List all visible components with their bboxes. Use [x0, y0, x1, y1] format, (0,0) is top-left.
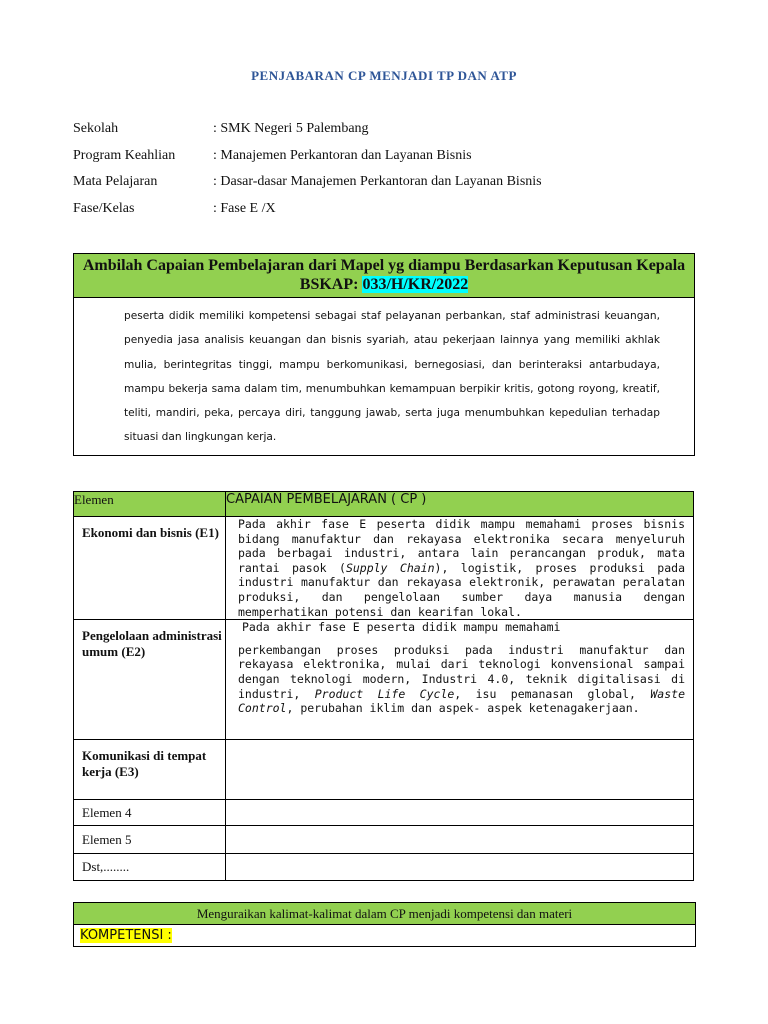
table-row — [74, 620, 694, 740]
info-row-mapel — [73, 174, 542, 201]
cp-text-empty — [226, 800, 694, 826]
bskap-code: 033/H/KR/2022 — [362, 276, 469, 293]
element-name: Ekonomi dan bisnis (E1) — [74, 517, 226, 620]
kompetensi-label: KOMPETENSI : — [80, 928, 172, 943]
table-row — [74, 854, 694, 881]
info-row-program — [73, 148, 542, 175]
cp-source-heading — [74, 254, 694, 298]
document-title: PENJABARAN CP MENJADI TP DAN ATP — [251, 68, 517, 83]
info-value: : Fase E /X — [213, 200, 276, 216]
cp-text — [226, 517, 694, 620]
table-row — [74, 826, 694, 854]
cp-source-body: peserta didik memiliki kompetensi sebagai staf pelayanan perbankan, staf administrasi keuangan, penyedia jasa analisis keuangan dan bisnis syariah, atau pekerjaan lainnya yang memiliki akhlak mulia, berintegritas tinggi, mampu berkomunikasi, bernegosiasi, dan berinteraksi antarbudaya, mampu bekerja sama dalam tim, menumbuhkan kemampuan berpikir kritis, gotong royong, kreatif, teliti, mandiri, peka, percaya diri, tanggung jawab, serta juga menumbuhkan kepedulian terhadap situasi dan lingkungan kerja. — [124, 310, 660, 444]
cp-text-empty — [226, 826, 694, 854]
info-value: : SMK Negeri 5 Palembang — [213, 121, 369, 136]
table-row — [74, 517, 694, 620]
cp-text-part: Pada akhir fase E peserta didik mampu memahami proses bisnis bidang manufaktur dan rekayasa elektronika secara menyeluruh pada berbagai industri, antara lain perancangan produk, mata rantai pasok ( — [238, 517, 685, 575]
kompetensi-heading: Menguraikan kalimat-kalimat dalam CP menjadi kompetensi dan materi — [74, 903, 695, 925]
element-name: Komunikasi di tempat kerja (E3) — [74, 740, 226, 800]
info-row-fase — [73, 201, 542, 228]
kompetensi-row — [74, 925, 695, 946]
cp-text-italic: Supply Chain — [345, 560, 435, 575]
cp-text — [226, 620, 694, 740]
cp-table-header — [74, 492, 694, 517]
info-row-sekolah — [73, 121, 542, 148]
info-label: Mata Pelajaran — [73, 174, 158, 189]
table-row — [74, 740, 694, 800]
cp-text-part: perkembangan proses produksi pada industri manufaktur dan rekayasa elektronika, mulai dari teknologi konvensional sampai dengan teknologi modern, Industri 4.0, teknik digitalisasi di industri, — [238, 642, 685, 701]
info-label: Sekolah — [73, 121, 119, 136]
cp-text-part: , isu pemanasan global, — [454, 686, 651, 701]
header-cp: CAPAIAN PEMBELAJARAN ( CP ) — [226, 492, 694, 517]
info-value: : Dasar-dasar Manajemen Perkantoran dan Layanan Bisnis — [213, 174, 542, 189]
element-name: Dst,........ — [74, 854, 226, 881]
header-elemen: Elemen — [74, 492, 226, 517]
element-name: Elemen 5 — [74, 826, 226, 854]
info-label: Program Keahlian — [73, 147, 176, 163]
cp-text-empty — [226, 854, 694, 881]
element-name: Elemen 4 — [74, 800, 226, 826]
kompetensi-box — [73, 902, 696, 947]
info-value: : Manajemen Perkantoran dan Layanan Bisnis — [213, 147, 472, 163]
cp-text-italic: Product Life Cycle — [314, 686, 455, 701]
cp-text-italic: Waste Control — [238, 686, 685, 716]
school-info — [73, 121, 542, 227]
element-name: Pengelolaan administrasi umum (E2) — [74, 620, 226, 740]
table-row — [74, 800, 694, 826]
cp-text-empty — [226, 740, 694, 800]
cp-text-part: ), logistik, proses produksi pada industri manufaktur dan rekayasa elektronik, perawatan peralatan produksi, dan pengelolaan sumber daya manusia dengan memperhatikan potensi dan kearifan lokal. — [238, 560, 686, 619]
cp-text-first-line: Pada akhir fase E peserta didik mampu memahami — [242, 620, 561, 635]
cp-source-box — [73, 253, 695, 456]
cp-table — [73, 491, 694, 881]
info-label: Fase/Kelas — [73, 200, 135, 216]
cp-source-heading-text: Ambilah Capaian Pembelajaran dari Mapel yg diampu Berdasarkan Keputusan Kepala BSKAP: — [82, 257, 686, 293]
cp-text-part: , perubahan iklim dan aspek- aspek ketenagakerjaan. — [286, 701, 640, 716]
